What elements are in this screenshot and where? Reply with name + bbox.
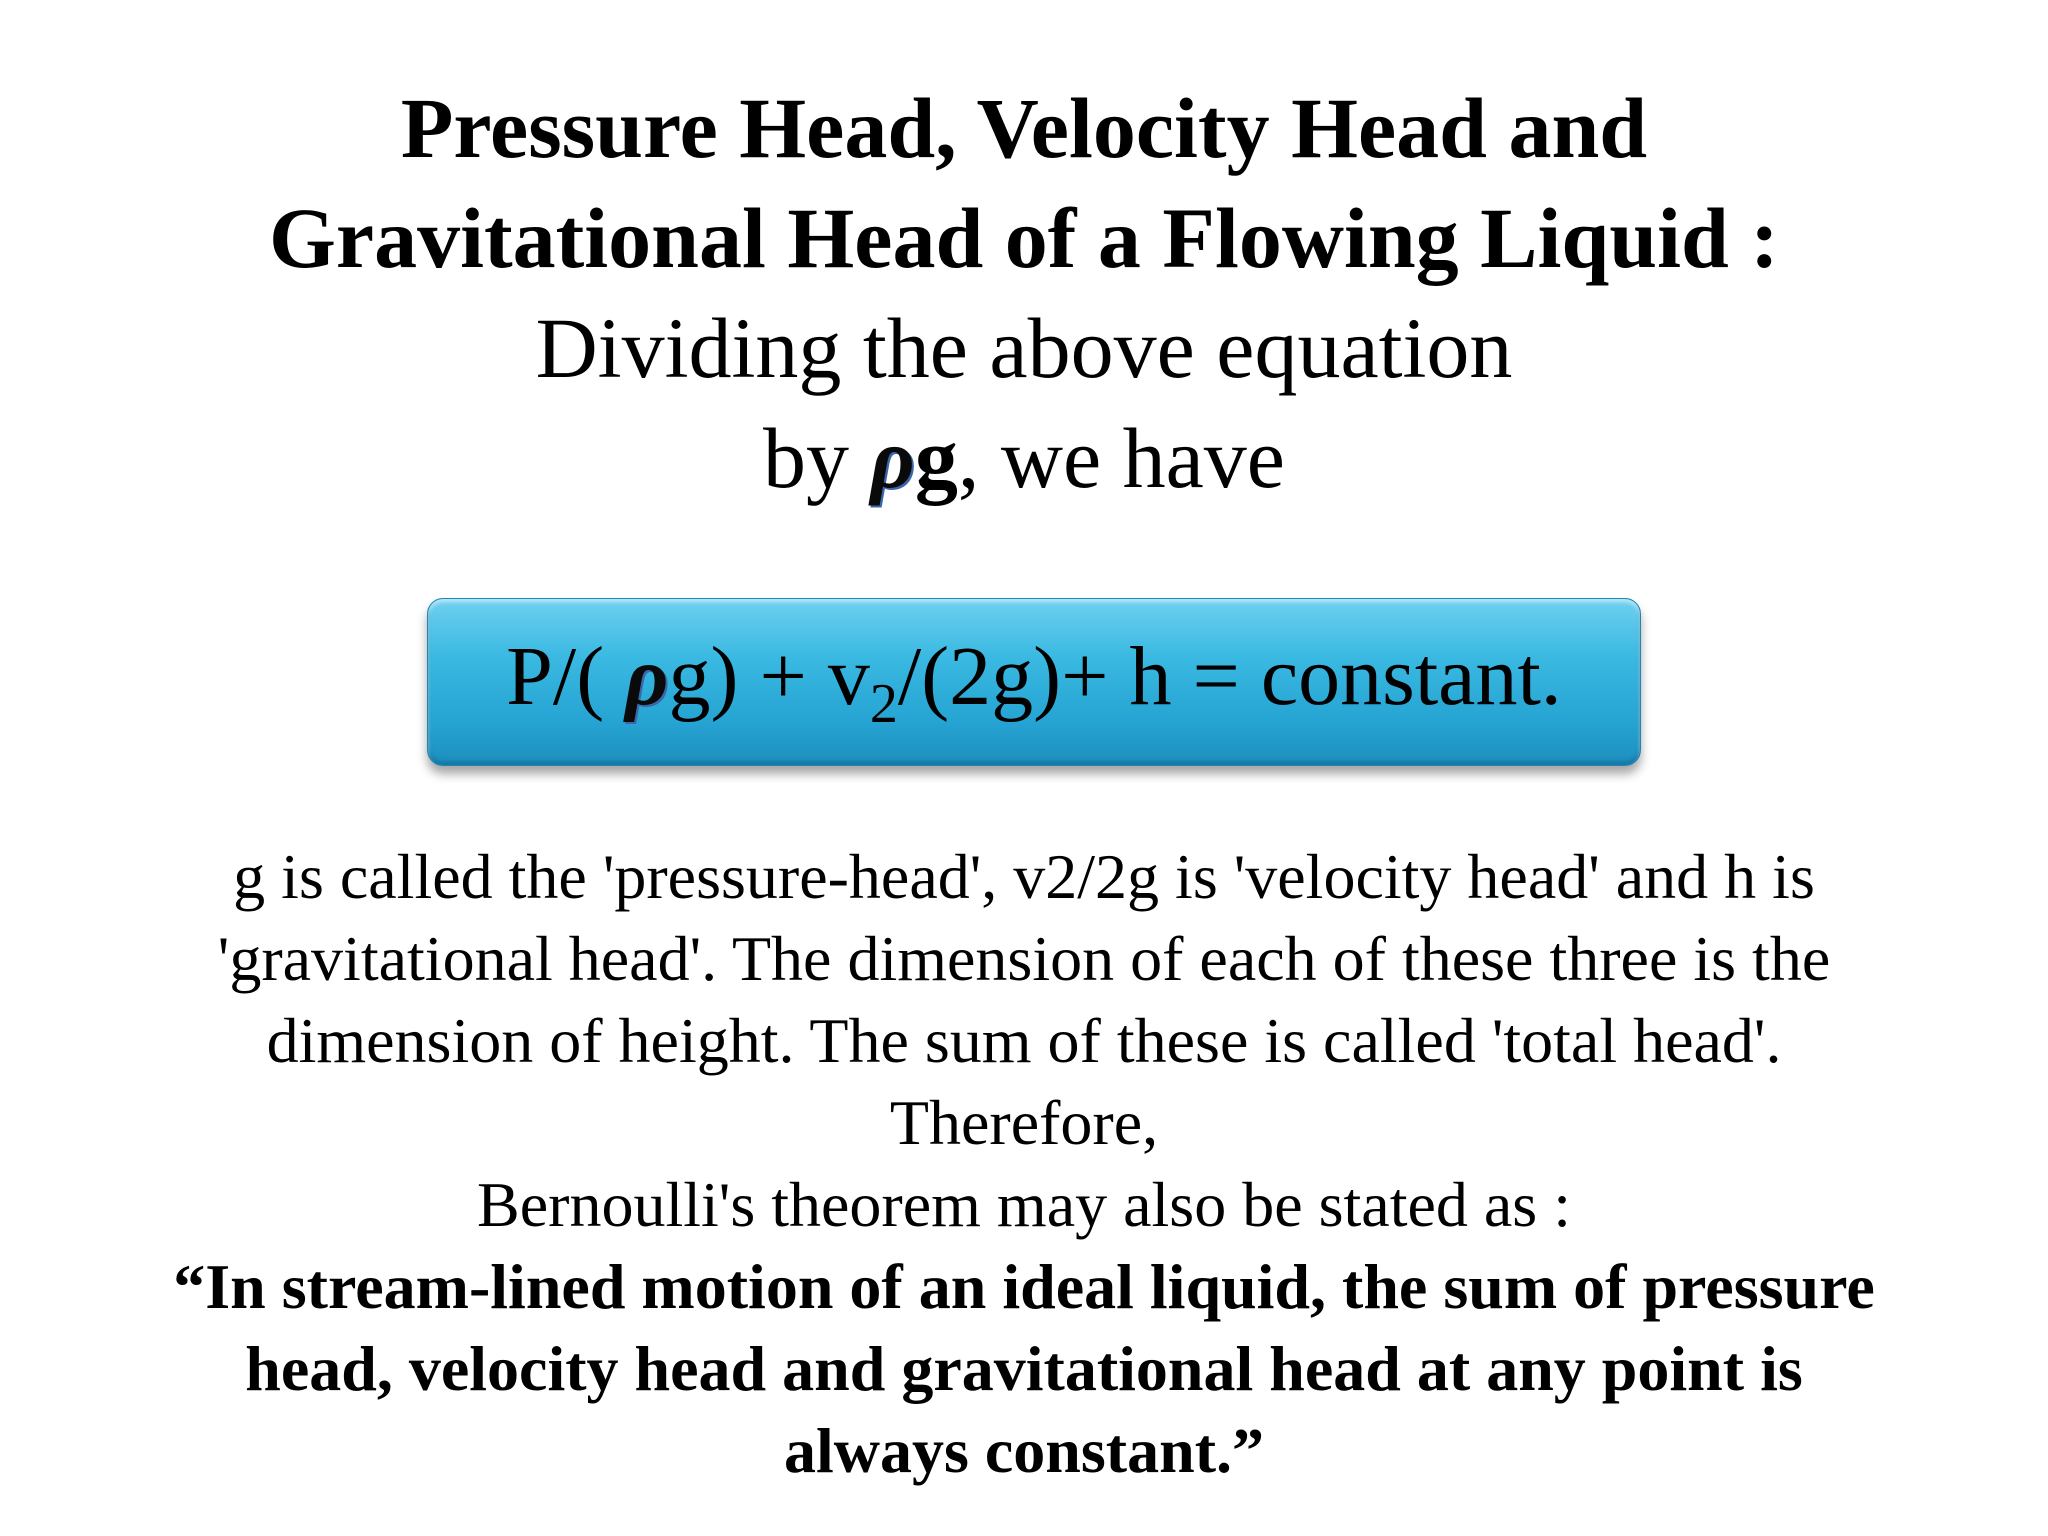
- statement-line-1: “In stream-lined motion of an ideal liquid, the sum of pressure: [173, 1251, 1875, 1322]
- equation-subscript: 2: [869, 673, 898, 735]
- equation-text: [428, 627, 1640, 735]
- equation-box: [427, 598, 1641, 766]
- statement-line-3: always constant.”: [783, 1415, 1265, 1486]
- body-line-2: 'gravitational head'. The dimension of each of these three is the: [217, 923, 1831, 994]
- body-line-5: Bernoulli's theorem may also be stated as :: [477, 1169, 1571, 1240]
- intro-line-2: [0, 408, 2048, 508]
- intro-g-symbol: g: [914, 410, 958, 506]
- body-line-4: Therefore,: [889, 1087, 1159, 1158]
- title-line-1: Pressure Head, Velocity Head and: [400, 80, 1648, 176]
- rho-symbol: ρ: [870, 410, 915, 506]
- statement-line-2: head, velocity head and gravitational head at any point is: [245, 1333, 1803, 1404]
- body-line-1: g is called the 'pressure-head', v2/2g is 'velocity head' and h is: [233, 841, 1815, 912]
- intro-we-have-text: , we have: [957, 410, 1285, 506]
- body-line-3: dimension of height. The sum of these is called 'total head'.: [266, 1005, 1782, 1076]
- title-line-2: Gravitational Head of a Flowing Liquid :: [269, 190, 1779, 286]
- equation-part-velocity: g) + v: [668, 630, 870, 723]
- equation-rho-symbol: ρ: [625, 630, 669, 723]
- intro-line-1: Dividing the above equation: [535, 300, 1513, 396]
- equation-part-pressure: P/(: [506, 630, 626, 723]
- equation-part-constant: /(2g)+ h = constant.: [897, 630, 1562, 723]
- intro-by-text: by: [763, 410, 871, 506]
